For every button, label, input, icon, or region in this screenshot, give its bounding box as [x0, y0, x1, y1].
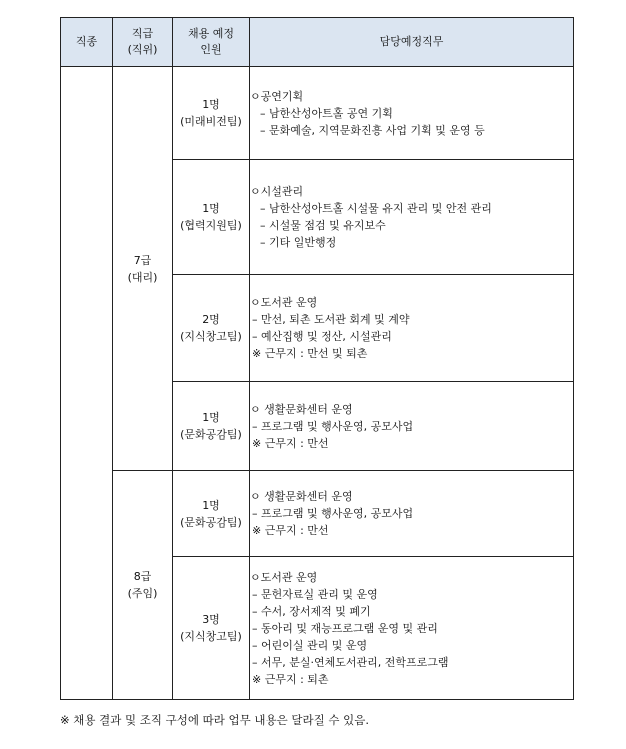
count-cell: 2명 (지식창고팀): [173, 275, 250, 382]
header-grade: 직급 (직위): [113, 18, 173, 67]
footnote: ※ 채용 결과 및 조직 구성에 따라 업무 내용은 달라질 수 있음.: [60, 713, 370, 727]
count-cell: 3명 (지식창고팀): [173, 557, 250, 700]
duty-cell: ㅇ공연기획 – 남한산성아트홀 공연 기획 – 문화예술, 지역문화진흥 사업 기획 및 운영 등: [250, 67, 574, 160]
duty-cell: ㅇ 생활문화센터 운영 – 프로그램 및 행사운영, 공모사업 ※ 근무지 : 만선: [250, 382, 574, 471]
category-cell: [61, 67, 113, 700]
table-row: [61, 67, 574, 160]
duty-cell: ㅇ시설관리 – 남한산성아트홀 시설물 유지 관리 및 안전 관리 – 시설물 점검 및 유지보수 – 기타 일반행정: [250, 160, 574, 275]
grade-cell: 8급 (주임): [113, 471, 173, 700]
header-count: 채용 예정 인원: [173, 18, 250, 67]
header-duties: 담당예정직무: [250, 18, 574, 67]
duty-cell: ㅇ 생활문화센터 운영 – 프로그램 및 행사운영, 공모사업 ※ 근무지 : 만선: [250, 471, 574, 557]
count-cell: 1명 (미래비전팀): [173, 67, 250, 160]
count-cell: 1명 (문화공감팀): [173, 382, 250, 471]
grade-cell: 7급 (대리): [113, 67, 173, 471]
header-category: 직종: [61, 18, 113, 67]
table-row: [61, 471, 574, 557]
table-header-row: [61, 18, 574, 67]
recruitment-table: [60, 17, 574, 700]
duty-cell: ㅇ도서관 운영 – 문헌자료실 관리 및 운영 – 수서, 장서제적 및 폐기 – 동아리 및 재능프로그램 운영 및 관리 – 어린이실 관리 및 운영 – 서무, 분실·연체도서관리, 전학프로그램 ※ 근무지 : 퇴촌: [250, 557, 574, 700]
count-cell: 1명 (문화공감팀): [173, 471, 250, 557]
duty-cell: ㅇ도서관 운영 – 만선, 퇴촌 도서관 회계 및 계약 – 예산집행 및 정산, 시설관리 ※ 근무지 : 만선 및 퇴촌: [250, 275, 574, 382]
count-cell: 1명 (협력지원팀): [173, 160, 250, 275]
